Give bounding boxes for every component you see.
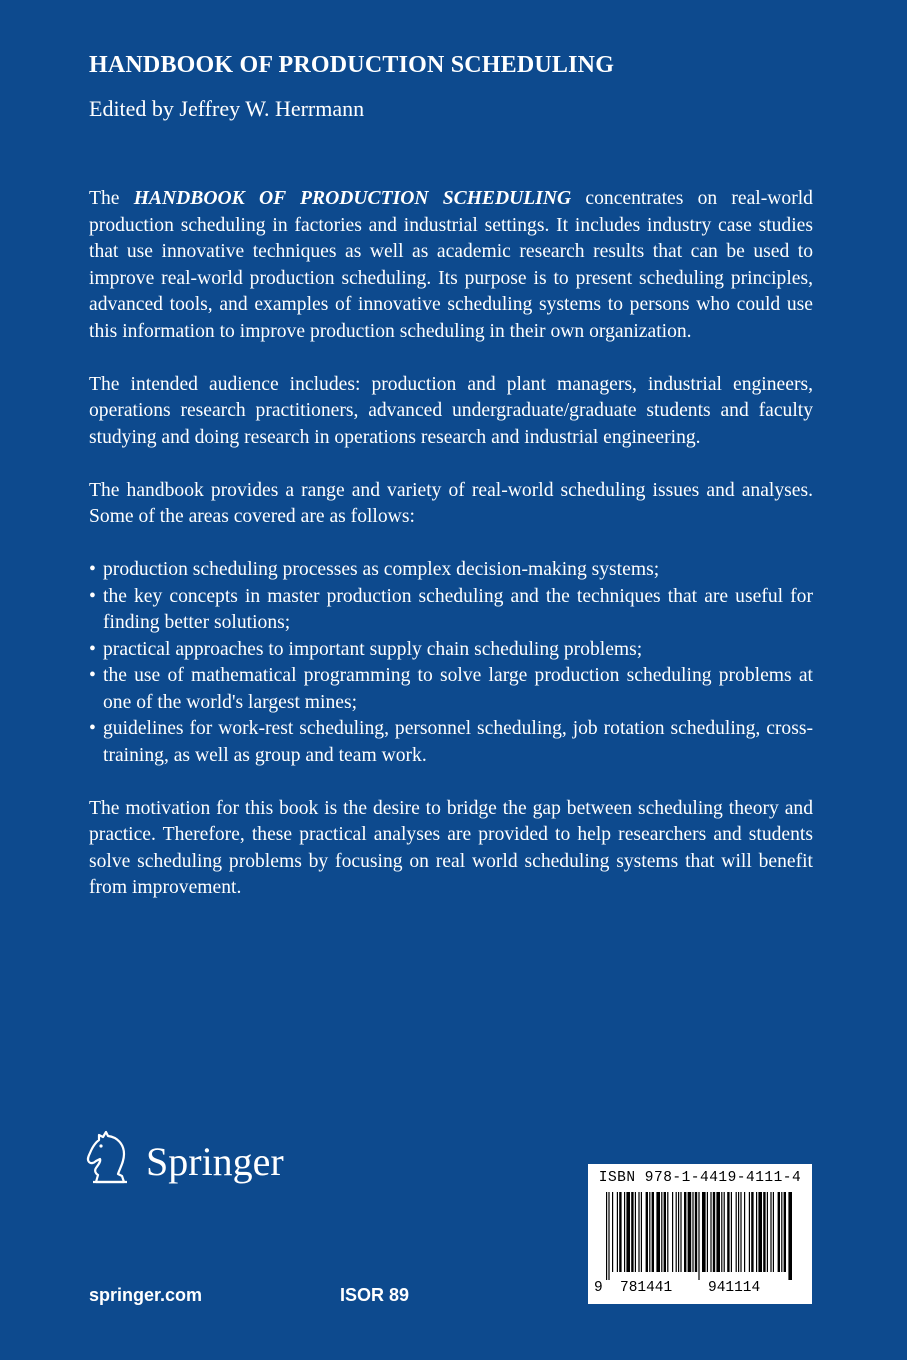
publisher-logo	[84, 1130, 344, 1190]
barcode-bar	[778, 1192, 780, 1272]
barcode-bar	[724, 1192, 725, 1272]
bullet-icon: •	[89, 638, 96, 660]
publisher-name: Springer	[146, 1139, 284, 1184]
barcode-bar	[751, 1192, 753, 1272]
barcode-bar	[784, 1192, 786, 1272]
publisher-website: springer.com	[89, 1285, 203, 1305]
barcode-bar	[721, 1192, 722, 1272]
areas-list	[89, 557, 813, 769]
barcode-bar	[695, 1192, 697, 1272]
bullet-icon: •	[89, 585, 96, 607]
barcode-bar	[612, 1192, 613, 1272]
barcode-bar	[688, 1192, 692, 1272]
list-item: • the key concepts in master production scheduling and the techniques that are useful for finding better solutions;	[89, 585, 813, 633]
barcode-bar	[710, 1192, 711, 1272]
barcode-bar	[758, 1192, 762, 1272]
barcode-digit-group: 9	[594, 1280, 603, 1296]
barcode-bar	[631, 1192, 633, 1272]
motivation-paragraph: The motivation for this book is the desire to bridge the gap between scheduling theory and practice. Therefore, these practical analyses are provided to help researchers and students solve scheduling problems by focusing on real world scheduling systems that will benefit from improvement.	[89, 797, 813, 898]
barcode-bar	[727, 1192, 729, 1272]
bullet-icon: •	[89, 718, 96, 739]
barcode-bar	[744, 1192, 745, 1272]
barcode-bar	[773, 1192, 774, 1272]
list-item: • guidelines for work-rest scheduling, personnel scheduling, job rotation scheduling, cross-training, as well as group and team work.	[89, 718, 813, 766]
intro-paragraph: The HANDBOOK OF PRODUCTION SCHEDULING concentrates on real-world production scheduling in factories and industrial settings. It includes industry case studies that use innovative techniques as well as academic research results that can be used to improve real-world production scheduling. Its purpose is to present scheduling principles, advanced tools, and examples of innovative scheduling systems to persons who could use this information to improve production scheduling in their own organization.	[89, 188, 813, 342]
barcode-bar	[676, 1192, 677, 1272]
bullet-icon: •	[89, 665, 96, 686]
barcode-bar	[664, 1192, 666, 1272]
barcode-bar	[638, 1192, 639, 1272]
barcode-bar	[781, 1192, 782, 1272]
barcode-bar	[626, 1192, 630, 1272]
barcode-digit-group: 781441	[620, 1280, 673, 1296]
barcode-bar	[716, 1192, 720, 1272]
barcode-bar	[619, 1192, 621, 1272]
barcode-bar	[698, 1192, 699, 1280]
barcode-bar	[731, 1192, 732, 1272]
barcode-bar	[770, 1192, 771, 1272]
barcode-bar	[767, 1192, 768, 1272]
barcode-bar	[738, 1192, 739, 1272]
list-item: • practical approaches to important supply chain scheduling problems;	[89, 637, 813, 664]
audience-paragraph: The intended audience includes: production and plant managers, industrial engineers, operations research practitioners, advanced undergraduate/graduate students and faculty studying and doing research in operations research and industrial engineering.	[89, 373, 813, 448]
barcode-bars	[606, 1192, 794, 1280]
barcode-bar	[646, 1192, 648, 1272]
barcode-bar	[749, 1192, 750, 1272]
areas-intro-paragraph: The handbook provides a range and variety of real-world scheduling issues and analyses. Some of the areas covered are as follows:	[89, 479, 813, 527]
barcode-bar	[641, 1192, 642, 1272]
barcode-bar	[684, 1192, 686, 1272]
barcode-bar	[680, 1192, 681, 1272]
barcode-bar	[763, 1192, 765, 1272]
barcode-bar	[617, 1192, 618, 1272]
list-item: • the use of mathematical programming to solve large production scheduling problems at one of the world's largest mines;	[89, 665, 813, 713]
editor-credit: Edited by Jeffrey W. Herrmann	[89, 96, 365, 121]
title-emphasis: HANDBOOK OF PRODUCTION SCHEDULING	[133, 188, 572, 209]
series-number: ISOR 89	[340, 1285, 410, 1305]
barcode-digit-group: 941114	[708, 1280, 761, 1296]
barcode-bar	[707, 1192, 708, 1272]
isbn-label: ISBN 978-1-4419-4111-4	[598, 1170, 802, 1186]
barcode-bar	[672, 1192, 673, 1272]
barcode-bar	[667, 1192, 668, 1272]
barcode-bar	[678, 1192, 679, 1272]
bullet-icon: •	[89, 559, 96, 580]
barcode-bar	[608, 1192, 609, 1280]
barcode-bar	[649, 1192, 650, 1272]
barcode-bar	[661, 1192, 662, 1272]
list-item: • production scheduling processes as complex decision-making systems;	[89, 557, 813, 584]
barcode-bar	[606, 1192, 607, 1280]
description	[89, 186, 813, 928]
book-title: HANDBOOK OF PRODUCTION SCHEDULING	[89, 52, 615, 78]
barcode-bar	[713, 1192, 715, 1272]
barcode-bar	[652, 1192, 654, 1272]
barcode-bar	[692, 1192, 693, 1272]
barcode-bar	[756, 1192, 757, 1272]
barcode-bar	[656, 1192, 660, 1272]
knight-chess-horse-icon	[84, 1130, 140, 1188]
barcode-bar	[635, 1192, 636, 1272]
barcode-bar	[702, 1192, 706, 1272]
barcode-bar	[624, 1192, 625, 1272]
isbn-barcode	[588, 1164, 812, 1304]
barcode-bar	[736, 1192, 737, 1272]
barcode-bar	[788, 1192, 792, 1280]
barcode-bar	[740, 1192, 741, 1272]
